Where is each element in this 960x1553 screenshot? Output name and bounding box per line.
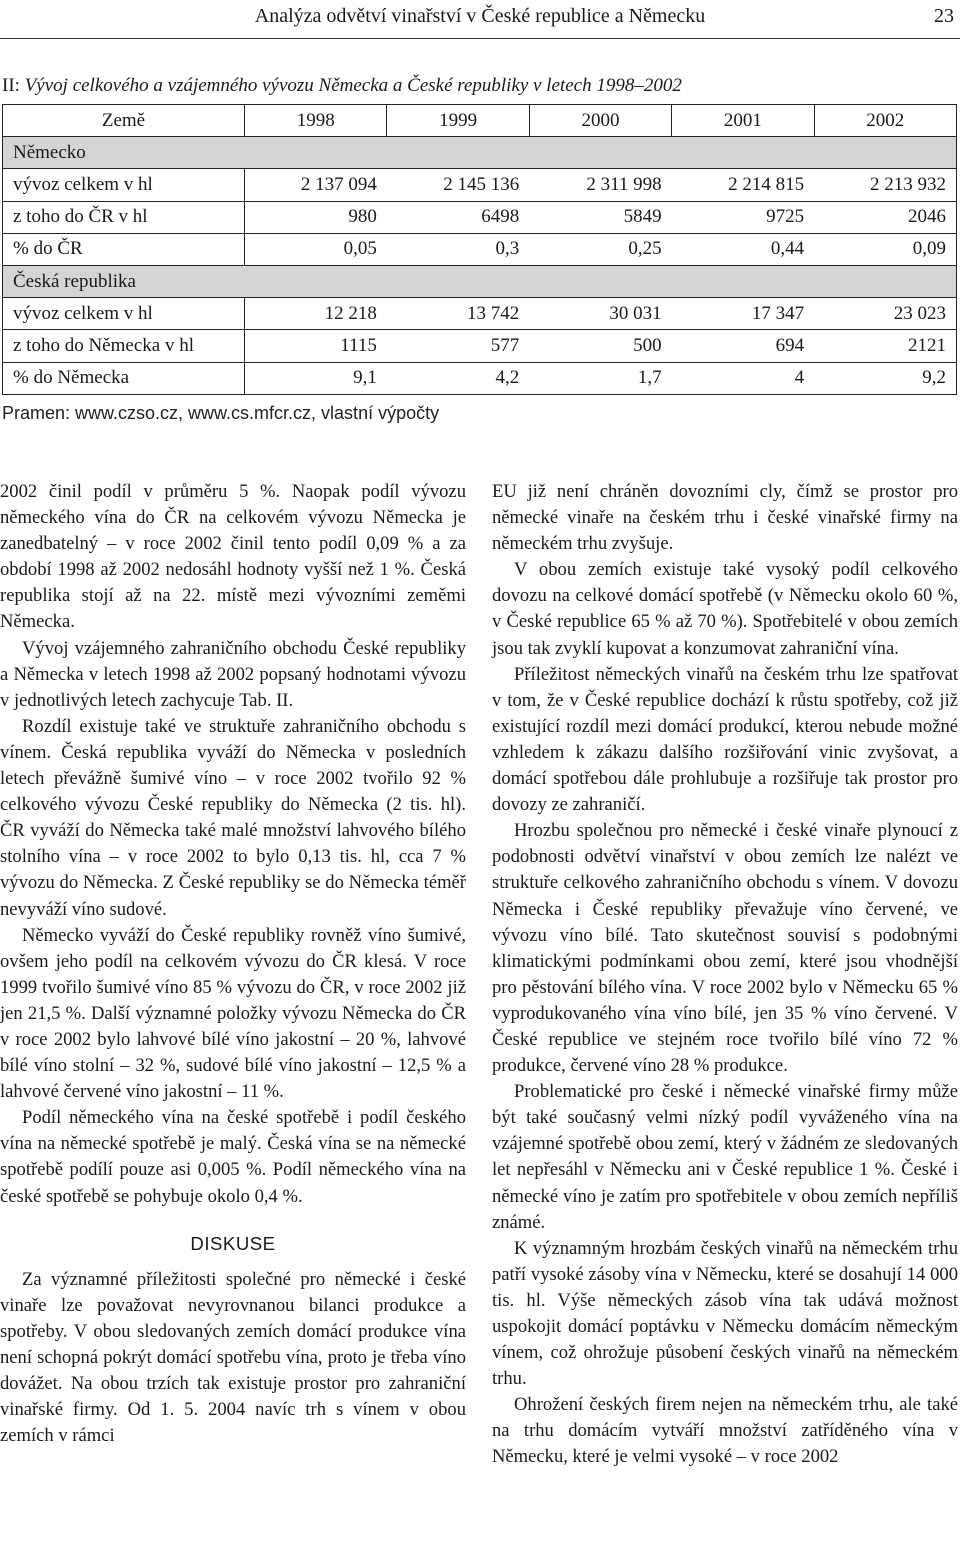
cell-value: 2046 [814,201,956,233]
group-row-czech-republic [3,265,957,297]
group-row-germany [3,137,957,169]
cell-value: 23 023 [814,298,956,330]
cell-value: 0,44 [672,233,814,265]
body-paragraph: Za významné příležitosti společné pro německé i české vinaře lze považovat nevyrovnanou bilanci produkce a spotřeby. V obou sledovaných zemích domácí produkce vína není schopná pokrýt domácí spotřebu vína, proto je třeba víno dovážet. Na obou trzích tak existuje prostor pro zahraniční vinařské firmy. Od 1. 5. 2004 navíc trh s vínem v obou zemích v rámci [0,1268,466,1447]
cell-value: 30 031 [529,298,671,330]
cell-value: 2121 [814,330,956,362]
group-label: Česká republika [3,265,957,297]
cell-value: 2 213 932 [814,169,956,201]
cell-value: 1115 [245,330,387,362]
body-paragraph: V obou zemích existuje také vysoký podíl celkového dovozu na celkové domácí spotřebě (v Německu okolo 60 %, v České republice 65 % až 70 %). Spotřebitelé v obou zemích jsou tak zvyklí kupovat a konzumovat zahraniční vína. [492,559,958,659]
header-year: 2001 [672,105,814,137]
table-source: Pramen: www.czso.cz, www.cs.mfcr.cz, vlastní výpočty [2,403,440,423]
cell-value: 9725 [672,201,814,233]
row-label: % do Německa [3,362,245,394]
table-caption [2,72,682,100]
table-row [3,298,957,330]
header-year: 2002 [814,105,956,137]
row-label: % do ČR [3,233,245,265]
cell-value: 0,25 [529,233,671,265]
cell-value: 980 [245,201,387,233]
cell-value: 17 347 [672,298,814,330]
cell-value: 1,7 [529,362,671,394]
table-row [3,330,957,362]
header-year: 1999 [387,105,529,137]
cell-value: 12 218 [245,298,387,330]
running-head [0,2,960,30]
body-paragraph: EU již není chráněn dovozními cly, čímž se prostor pro německé vinaře na českém trhu i české vinařské firmy na německém trhu zvyšuje. [492,481,958,555]
cell-value: 2 311 998 [529,169,671,201]
body-paragraph: Německo vyváží do České republiky rovněž víno šumivé, ovšem jeho podíl na celkovém vývozu do ČR klesá. V roce 1999 tvořilo šumivé víno 85 % vývozu do ČR, v roce 2002 již jen 21,5 %. Další významné položky vývozu Německa do ČR v roce 2002 bylo lahvové bílé víno jakostní – 20 %, lahvové bílé víno stolní – 32 %, sudové bílé víno jakostní – 12,5 % a lahvové červené víno jakostní – 11 %. [0,924,466,1103]
cell-value: 0,09 [814,233,956,265]
header-year: 2000 [529,105,671,137]
row-label: z toho do Německa v hl [3,330,245,362]
body-paragraph: Vývoj vzájemného zahraničního obchodu České republiky a Německa v letech 1998 až 2002 popsaný hodnotami vývozu v jednotlivých letech zachycuje Tab. II. [0,637,466,711]
row-label: z toho do ČR v hl [3,201,245,233]
row-label: vývoz celkem v hl [3,298,245,330]
table-caption-text: Vývoj celkového a vzájemného vývozu Německa a České republiky v letech 1998–2002 [24,75,682,96]
table-caption-prefix: II: [2,75,25,96]
running-head-title: Analýza odvětví vinařství v České republice a Německu [254,5,706,27]
body-paragraph: K významným hrozbám českých vinařů na německém trhu patří vysoké zásoby vína v Německu, které se dosahují 14 000 tis. hl. Výše německých zásob vína tak udává možnost uspokojit domácí poptávku v Německu domácím německým vínem, což ohrožuje působení českých vinařů na německém trhu. [492,1237,958,1390]
cell-value: 0,3 [387,233,529,265]
cell-value: 5849 [529,201,671,233]
section-heading: DISKUSE [190,1232,276,1254]
cell-value: 6498 [387,201,529,233]
cell-value: 4 [672,362,814,394]
body-paragraph: Problematické pro české i německé vinařské firmy může být také současný velmi nízký podíl vyváženého vína na vzájemné spotřebě obou zemí, který v žádném ze sledovaných let nepřesáhl v Německu ani v České republice 1 %. České i německé víno je zatím pro spotřebitele v obou zemích nepříliš známé. [492,1081,958,1233]
row-label: vývoz celkem v hl [3,169,245,201]
body-paragraph: 2002 činil podíl v průměru 5 %. Naopak podíl vývozu německého vína do ČR na celkovém vývozu Německa je zanedbatelný – v roce 2002 činil tento podíl 0,09 % a za období 1998 až 2002 nedosáhl hodnoty vyšší než 1 %. Česká republika stojí až na 22. místě mezi vývozními zeměmi Německa. [0,481,466,633]
right-column [492,479,958,1471]
cell-value: 9,2 [814,362,956,394]
cell-value: 694 [672,330,814,362]
table-row [3,169,957,201]
table-row [3,201,957,233]
cell-value: 2 137 094 [245,169,387,201]
body-paragraph: Rozdíl existuje také ve struktuře zahraničního obchodu s vínem. Česká republika vyváží do Německa v posledních letech převážně šumivé víno – v roce 2002 tvořilo 92 % celkového vývozu České republiky do Německa (2 tis. hl). ČR vyváží do Německa také malé množství lahvového bílého stolního vína – v roce 2002 to bylo 0,13 tis. hl, cca 7 % vývozu do Německa. Z České republiky se do Německa téměř nevyváží víno sudové. [0,715,466,920]
cell-value: 2 145 136 [387,169,529,201]
header-rule [0,38,960,39]
cell-value: 4,2 [387,362,529,394]
table-row [3,233,957,265]
body-paragraph: Ohrožení českých firem nejen na německém trhu, ale také na trhu domácím vytváří množství zatříděného vína v Německu, které je velmi vysoké – v roce 2002 [492,1394,958,1468]
cell-value: 13 742 [387,298,529,330]
body-paragraph: Příležitost německých vinařů na českém trhu lze spatřovat v tom, že v České republice dochází k růstu spotřeby, což již existující rozdíl mezi domácí produkcí, kterou nebude možné vzhledem k zákazu dalšího rozšiřování vinic zvyšovat, a domácí spotřebou dále prohlubuje a rozšiřuje tak prostor pro dovozy ze zahraničí. [492,663,958,816]
left-column [0,479,466,1449]
page-number: 23 [934,5,954,27]
cell-value: 9,1 [245,362,387,394]
table-header-row [3,105,957,137]
table-row [3,362,957,394]
header-country: Země [3,105,245,137]
group-label: Německo [3,137,957,169]
export-table [2,104,957,395]
cell-value: 500 [529,330,671,362]
cell-value: 0,05 [245,233,387,265]
body-paragraph: Podíl německého vína na české spotřebě i podíl českého vína na německé spotřebě je malý. Česká vína se na německé spotřebě podílí pouze asi 0,005 %. Podíl německého vína na české spotřebě se pohybuje okolo 0,4 %. [0,1107,466,1207]
cell-value: 2 214 815 [672,169,814,201]
body-paragraph: Hrozbu společnou pro německé i české vinaře plynoucí z podobnosti odvětví vinařství v obou zemích lze nalézt ve struktuře celkového zahraničního obchodu s vínem. V dovozu Německa i České republiky převažuje víno červené, ve vývozu víno bílé. Tato skutečnost souvisí s podobnými klimatickými podmínkami obou zemí, které jsou vhodnější pro pěstování bílého vína. V roce 2002 bylo v Německu 65 % vyprodukovaného vína víno bílé, jen 35 % víno červené. V České republice ve stejném roce tvořilo bílé víno 72 % produkce, červené víno 28 % produkce. [492,820,958,1077]
header-year: 1998 [245,105,387,137]
cell-value: 577 [387,330,529,362]
